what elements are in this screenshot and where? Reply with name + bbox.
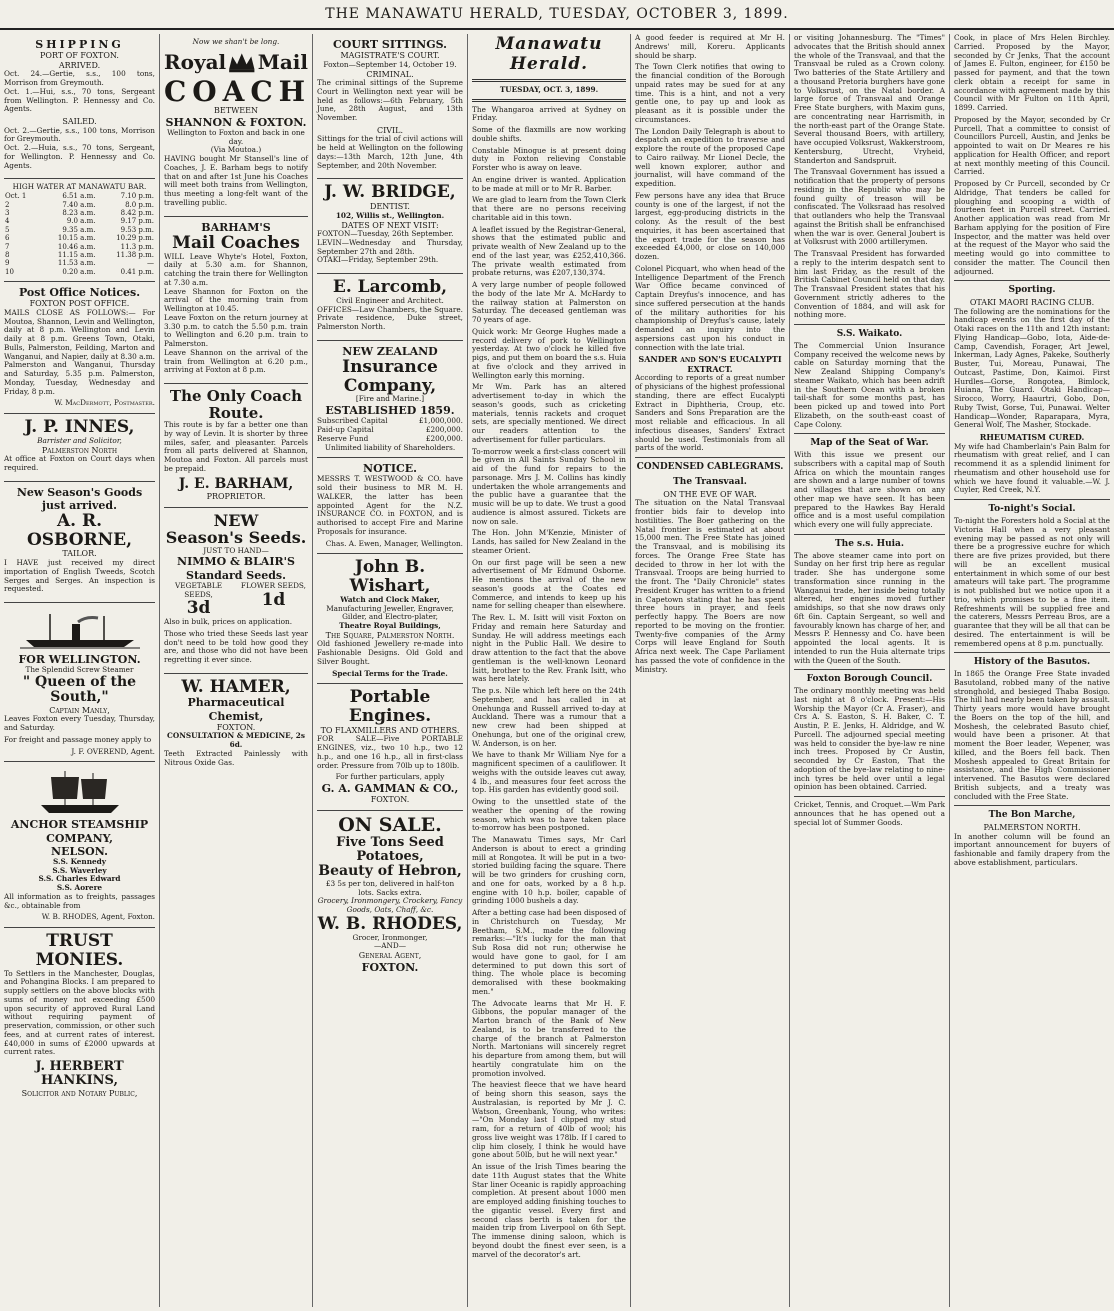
sale-role: Grocer, Ironmonger, [352,932,428,942]
royal-via: (Via Moutoa.) [210,145,262,155]
tide-cell: 6.51 a.m. [62,192,96,201]
seeds-ad [164,508,308,674]
news-item: The London Daily Telegraph is about to despatch an expedition to traverse and explore the route of the proposed Cape to Cairo railway. Mr Lionel Decle, the well known explorer, author and journalist, will have command of the expedition. [635,126,785,188]
seeds-std: Standard Seeds. [186,568,286,582]
column-5 [631,34,790,1307]
news-item: After a betting case had been disposed of in Christchurch on Tuesday, Mr Beetham, S.M., made the following remarks:—"It's lucky for the man that Sub Rosa did not run; otherwise he would have gone to gaol, for I am determined to put down this sort of thing. The whole place is becoming demoralised with these bookmaking men." [472,908,626,996]
wishart-extra: Old fashioned Jewellery re-made into Fashionable Designs. Old Gold and Silver Bought. [317,639,463,666]
sale-name: W. B. RHODES, [317,913,463,934]
news-item: We are glad to learn from the Town Clerk that there are no persons receiving charitable aid in this town. [472,195,626,222]
court-title: COURT SITTINGS. [333,38,447,51]
tide-row [4,268,155,276]
news-item: Colonel Picquart, who when head of the Intelligence Department of the French War Office became convinced of Captain Dreyfus's innocence, and has since suffered persecution at the hands of the military authorities for his championship of Dreyfus's cause, lately demanded an inquiry into the aspersions cast upon his conduct in connection with the late trial. [635,263,785,352]
news-item: A very large number of people followed the body of the late Mr A. McHardy to the railway station at Palmerston on Saturday. The deceased gentleman was 70 years of age. [472,280,626,325]
criminal-text: The criminal sittings of the Supreme Court in Wellington next year will be held as follows:—6th February, 5th June, 28th August, and 13th November. [317,78,463,123]
news-item: Some of the flaxmills are now working double shifts. [472,125,626,143]
tide-row [4,234,155,242]
column-6 [790,34,950,1307]
insurance-sub: [Fire and Marine.] [355,394,425,404]
tide-cell: 10 [5,267,14,276]
news-item: The Whangaroa arrived at Sydney on Friday. [472,104,626,123]
tide-cell: 3 [5,209,10,217]
tide-row [4,243,155,251]
news-item: On our first page will be seen a new advertisement of Mr Edmund Osborne. He mentions the arrival of the new season's goods at the Coates ed Commerce, and intends to keep up his name for selling cheaper than elsewhere. [472,557,626,611]
wishart-name: John B. Wishart, [349,557,431,597]
wishart-role: Watch and Clock Maker, [340,594,440,604]
insurance-value: £200,000. [425,425,463,435]
news-item: Proposed by Cr Purcell, seconded by Cr Aldridge, That tenders be called for ploughing and scooping a width of fourteen feet in Purcell street. Carried. Another application was read from Mr Barham applying for the position of Fire Inspector, and the matter was held over at the request of the Mayor who said the meeting would go into committee to consider the matter. The Council then adjourned. [954,179,1110,276]
tide-cell: 8.0 p.m. [125,200,154,209]
tide-cell: 9.53 p.m. [120,225,154,234]
osborne-name: A. R. OSBORNE, [26,511,133,550]
wellington-agent: J. F. OVEREND, Agent. [71,746,155,756]
tide-table-section [4,179,155,282]
bridge-visits: FOXTON—Tuesday, 26th September. LEVIN—Wednesday and Thursday, September 27th and 28th. OTAKI—Friday, September 29th. [317,229,463,265]
seeds-just: JUST TO HAND— [203,545,269,555]
tide-row [4,209,155,217]
barham-title: BARHAM'S [201,220,271,234]
column-4 [468,34,631,1307]
engines-ad [317,684,463,811]
tide-row [4,192,155,200]
tide-cell: 7.10 p.m. [120,192,154,201]
innes-role: Barrister and Solicitor, [37,435,122,445]
trust-body: To Settlers in the Manchester, Douglas, and Pohangina Blocks. I am prepared to supply settlers on the above blocks with sums of money not exceeding £500 upon security of approved Rural Land without requiring payment of preservation, commission, or other such fees, and at current rates of interest. £40,000 in sums of £2000 upwards at current rates. [4,968,155,1057]
news-item: Proposed by the Mayor, seconded by Cr Purcell, That a committee to consist of Councillors Purcell, Austin, and Jenks be appointed to wait on Dr Meares re his application for Health Officer, and report at next monthly meeting of this Council. Carried. [954,114,1110,177]
barham-body: WILL Leave Whyte's Hotel, Foxton, daily at 5.30 a.m. for Shannon, catching the train there for Wellington at 7.30 a.m. Leave Shannon for Foxton on the arrival of the morning train from Wellington at 10.45. Leave Foxton on the return journey at 3.30 p.m. to catch the 5.50 p.m. train to Wellington and 6.20 p.m. train to Palmerston. Leave Shannon on the arrival of the train from Wellington at 6.20 p.m., arriving at Foxton at 8 p.m. [164,251,308,375]
tide-cell: 7.40 a.m. [62,200,96,209]
tide-title: HIGH WATER AT MANAWATU BAR. [12,182,147,192]
post-signature: W. MacDermott, Postmaster. [54,398,155,408]
innes-place: Palmerston North [41,445,118,455]
wishart-building: Theatre Royal Buildings, [339,621,441,631]
osborne-trade: TAILOR. [62,549,97,559]
trust-title: TRUST MONIES. [35,931,124,970]
engines-place: FOXTON. [370,795,410,805]
insurance-key: Paid-up Capital [317,425,374,435]
news-item: Constable Minogue is at present doing duty in Foxton relieving Constable Forster who is away on leave. [472,145,626,173]
local-news [472,106,626,1260]
tide-cell: 7 [5,242,10,251]
news-item: The Advocate learns that Mr H. F. Gibbons, the popular manager of the Marton branch of the Bank of New Zealand, is to be transferred to the charge of the branch at Palmerston North. Martonians will sincerely regret his departure from among them, but will heartily congratulate him on the promotion involved. [472,998,626,1078]
larcomb-name: E. Larcomb, [332,277,448,298]
sale-goods: Grocery, Ironmongery, Crockery, Fancy Goods, Oats, Chaff, &c. [317,896,463,915]
insurance-key: Reserve Fund [317,433,369,443]
insurance-ad [317,341,463,459]
coach-route-ad [164,384,308,507]
tide-cell: 10.46 a.m. [57,242,96,251]
trust-name: J. HERBERT HANKINS, [35,1059,124,1089]
anchor-body: All information as to freights, passages &c., obtainable from [4,891,155,910]
tide-row [4,217,155,225]
trust-role: Solicitor and Notary Public, [21,1088,138,1098]
bridge-visit-heading: DATES OF NEXT VISIT: [341,220,439,230]
trust-monies-ad [4,928,155,1103]
court-sittings [317,34,463,179]
hamer-name: W. HAMER, [181,676,291,697]
waikato-text: The Commercial Union Insurance Company received the welcome news by cable on Saturday morning that the New Zealand Shipping Company's steamer Waikato, which has been adrift in the Southern Ocean with a broken tail-shaft for some months past, has been picked up and towed into Port Elizabeth, on the south-east coast of Cape Colony. [794,340,945,429]
barham-ad [164,217,308,384]
bon-marche-heading: The Bon Marche, [988,810,1076,821]
news-item: The p.s. Nile which left here on the 24th September, and has called in at Onehunga and Russell arrived to-day at Auckland. There was a rumour that a new crew had been shipped at Onehunga, but one of the original crew, W. Anderson, is on her. [472,686,626,748]
hamer-body: Teeth Extracted Painlessly with Nitrous Oxide Gas. [164,748,308,767]
veg-label: VEGETABLE SEEDS, [175,580,223,599]
wishart-addr: The Square, Palmerston North. [325,630,455,640]
insurance-value: £1,000,000. [418,416,463,426]
anchor-ships: S.S. Kennedy S.S. Waverley S.S. Charles Edward S.S. Aorere [38,856,121,893]
seeds-brand: NIMMO & BLAIR'S [177,555,295,569]
bridge-ad [317,179,463,274]
wellington-ad [4,603,155,762]
tide-cell: 9 [5,259,10,268]
osborne-ad [4,482,155,603]
post-title: Post Office Notices. [18,286,141,300]
transvaal-heading: The Transvaal. [673,476,747,487]
social-heading: To-night's Social. [988,504,1076,515]
bridge-addr: 102, Willis st., Wellington. [335,210,445,220]
seeds-sub: Season's Seeds. [165,528,307,548]
royal-route: SHANNON & FOXTON. [165,115,307,129]
tide-cell: 9.35 a.m. [62,225,96,234]
engines-name: G. A. GAMMAN & CO., [321,782,459,796]
engines-sub: TO FLAXMILLERS AND OTHERS. [320,725,460,735]
eve-of-war-heading: ON THE EVE OF WAR. [663,489,757,499]
insurance-key: Subscribed Capital [317,416,388,426]
tide-cell: 10.29 p.m. [116,234,154,243]
coach-route-name: J. E. BARHAM, [178,475,294,492]
wellington-head: FOR WELLINGTON. [18,653,141,667]
court-date: Foxton—September 14, October 19. [323,59,457,69]
tide-cell: 8.23 a.m. [62,209,96,217]
borough-heading: Foxton Borough Council. [806,674,933,685]
news-item: Quick work: Mr George Hughes made a record delivery of pork to Wellington yesterday. At two o'clock he killed five pigs, and put them on board the s.s. Huia at five o'clock and they arrived in Wellington early this morning. [472,326,626,380]
royal-between: BETWEEN [214,106,258,116]
tide-cell: 0.41 p.m. [120,267,154,276]
column-7 [950,34,1114,1307]
bon-marche-place: PALMERSTON NORTH. [983,823,1081,833]
tide-cell: Oct. 1 [5,192,27,201]
news-item: An issue of the Irish Times bearing the date 11th August states that the White Star liner Oceanic is rapidly approaching completion. At present about 1000 men are employed adding finishing touches to the gigantic vessel. Every first and second class berth is taken for the maiden trip from Liverpool on 6th Sept. The immense dining saloon, which is beyond doubt the finest ever seen, is a marvel of the decorator's art. [472,1162,626,1259]
osborne-body: I HAVE just received my direct importation of English Tweeds, Scotch Serges and Serges. An inspection is requested. [4,558,155,594]
anchor-company: ANCHOR STEAMSHIP COMPANY, [10,818,149,845]
shipping-sub: PORT OF FOXTON. [40,51,119,61]
news-item: Mr Wm. Park has an altered advertisement to-day in which the season's goods, such as cricketing materials, tennis rackets and croquet sets, are specially mentioned. We direct our readers attention to the advertisement for fuller particulars. [472,382,626,444]
tide-cell: 0.20 a.m. [62,267,96,276]
insurance-limited: Unlimited liability of Shareholders. [324,442,456,452]
larcomb-role: Civil Engineer and Architect. [336,295,444,305]
borough-text: The ordinary monthly meeting was held last night at 8 o'clock. Present:—His Worship the Mayor (Cr A. Fraser), and Crs A. S. Easton, S. H. Baker, C. T. Austin, P. E. Jenks, H. Aldridge, and W. Purcell. The adjourned special meeting was held to consider the bye-law re nine inch trees. Proposed by Cr Austin, seconded by Cr Easton, That the adoption of the bye-law relating to nine-inch tyres be held over until a legal opinion has been obtained. Carried. [794,686,945,792]
sailed-text: Oct. 2.—Gertie, s.s., 100 tons, Morrison for Greymouth. Oct. 2.—Huia, s.s., 70 tons, Sergeant, for Wellington. P. Hennessy and Co. Agents. [4,125,155,170]
sailed-heading: SAILED. [62,117,97,127]
sale-price: £3 5s per ton, delivered in half-ton lots. Sacks extra. [325,878,455,897]
wishart-special: Special Terms for the Trade. [332,668,448,678]
royal-sub: Wellington to Foxton and back in one day. [167,127,305,146]
anchor-ad [4,762,155,928]
news-item: To-morrow week a first-class concert will be given in All Saints Sunday School in aid of the fund for repairs to the parsonage. Mrs J. M. Collins has kindly undertaken the whole arrangements and the public have a guarantee that the music will be up to date. We trust a good audience is almost assured. Tickets are now on sale. [472,446,626,526]
sale-item: Five Tons Seed Potatoes, [336,834,444,865]
sanders-text: According to reports of a great number of physicians of the highest professional standing, there are effect Eucalypti Extract in Diphtheria, Croup, etc. Sanders and Sons Preparation are the most reliable and efficacious. In all infectious diseases, Sanders' Extract should be used. Testimonials from all parts of the world. [635,373,785,453]
seeds-body: Those who tried these Seeds last year don't need to be told how good they are, and those who did not have been regretting it ever since. [164,628,308,665]
crown-icon [226,47,258,77]
innes-ad [4,414,155,482]
hamer-ad [164,674,308,776]
hamer-fee: CONSULTATION & MEDICINE, 2s 6d. [167,731,305,750]
map-heading: Map of the Seat of War. [810,438,929,449]
barham-sub: Mail Coaches [172,232,300,253]
civil-text: Sittings for the trial of civil actions will be held at Wellington on the following days:—13th March, 12th June, 4th September, and 20th November. [317,134,463,170]
column-2 [160,34,313,1307]
hamer-role: Pharmaceutical Chemist, [187,696,285,723]
tide-cell: 10.15 a.m. [57,234,96,243]
sale-place: FOXTON. [361,960,419,974]
shipping-title: SHIPPING [35,38,124,51]
larcomb-body: OFFICES—Law Chambers, the Square. Private residence, Duke street, Palmerston North. [317,304,463,332]
tide-cell: 9.17 p.m. [120,217,154,226]
wellington-ship: " Queen of the South," [22,673,137,706]
tide-cell: 2 [5,200,10,209]
tide-cell: — [147,259,154,268]
engines-further: For further particulars, apply [335,772,445,782]
rheumatism-heading: RHEUMATISM CURED. [979,432,1085,443]
tide-cell: 11.15 a.m. [57,250,96,259]
news-item: A leaflet issued by the Registrar-General, shows that the estimated public and private wealth of New Zealand up to the end of the last year, was £252,410,366. The private wealth estimated from probate returns, was £207,130,374. [472,224,626,278]
news-item: The heaviest fleece that we have heard of being shorn this season, says the Australasian, is reported by Mr J. C. Watson, Greenbank, Young, who writes:—"On Monday last I clipped my stud ram, for a return of 40lb of wool; his gross live weight was 178lb. If I cared to clip him closely, I think he would have gone about 50lb, but he will next year." [472,1080,626,1160]
social-text: To-night the Foresters hold a Social at the Victoria Hall when a very pleasant evening may be passed as not only will there be a progressive euchre for which there are five prizes provided, but there will be an excellent musical entertainment in which some of our best amateurs will take part. The programme is not published but we notice upon it a trio, which promises to be a fine item. Refreshments will be supplied free and the caterers, Messrs Perreau Bros, are a guarantee that they will be all that can be desired. The entertainment is will be remembered opens at 8 p.m. punctually. [954,516,1110,648]
cables-text: The situation on the Natal Transvaal frontier bids fair to develop into hostilities. The Boer gathering on the Natal frontier is estimated at about 15,000 men. The Free State has joined the Transvaal, and is mobilising its forces. The Orange Free State has decided to throw in her lot with the Transvaal. Troops are being hurried to the front. The "Daily Chronicle" states President Kruger has written to a friend in Capetown stating that he has spent three hours in prayer, and feels perfectly happy. The Boers are now reported to be moving on the frontier. Twenty-five companies of the Army Corps will leave England for South Africa next week. The Cape Parliament has passed the vote of confidence in the Ministry. [635,498,785,674]
notice-signature: Chas. A. Ewen, Manager, Wellington. [325,538,463,548]
larcomb-ad [317,274,463,341]
notice-ad [317,458,463,554]
sale-agent: General Agent, [358,951,422,960]
innes-body: At office at Foxton on Court days when required. [4,454,155,472]
royal-word: Royal [164,49,227,74]
tide-cell: 9.0 a.m. [66,217,96,226]
sale-and: —AND— [373,941,407,951]
sale-beauty: Beauty of Hebron, [318,863,462,880]
anchor-city: NELSON. [51,844,108,858]
news-item: The Town Clerk notifies that owing to the financial condition of the Borough unpaid rates may be sued for at any time. This is a hint, and not a very gentle one, to pay up and look as pleasant as it is possible under the circumstances. [635,62,785,124]
column-3 [313,34,468,1307]
insurance-capital-list [317,417,463,443]
news-item: We have to thank Mr William Nye for a magnificent specimen of a cauliflower. It weighs with the outside leaves cut away, 4 lb., and measures four feet across the top. His garden has evidently good soil. [472,750,626,795]
news-item: Cook, in place of Mrs Helen Birchley. Carried. Proposed by the Mayor, seconded by Cr Jenks, That the account of James E. Fulton, engineer, for £150 be passed for payment, and that the town clerk obtain a receipt for same in accordance with agreement made by this Council with Mr Fulton on 11th April, 1899. Carried. [954,34,1110,112]
civil-heading: CIVIL. [376,125,404,135]
post-sub: FOXTON POST OFFICE. [29,299,130,309]
mail-word: Mail [257,49,308,74]
wishart-body: Manufacturing Jeweller, Engraver, Gilder, and Electro-plater, [326,603,454,622]
anchor-agent: W. B. RHODES, Agent, Foxton. [41,912,155,922]
criminal-heading: CRIMINAL. [366,69,414,79]
tide-cell: 11.38 p.m. [116,250,154,259]
news-item: Few persons have any idea that Bruce county is one of the largest, if not the largest, egg-producing districts in the colony. As the result of the best enquiries, it has been ascertained that the export trade for the season has exceeded £4,000, or close on 140,000 dozen. [635,190,785,261]
paper-date: TUESDAY, OCT. 3, 1899. [499,84,599,94]
royal-body: HAVING bought Mr Stansell's line of Coaches, J. E. Barham begs to notify that on and after 1st June his Coaches will meet both trains from Wellington, thus meeting a long-felt want of the travelling public. [164,154,308,207]
huia-text: The above steamer came into port on Sunday on her first trip here as regular trader. She has undergone some transformation since running in the Wanganui trade, her inside being totally altered, her engines moved further amidships, so that she now draws only 6ft 6in. Captain Sergeant, so well and favourably known has charge of her, and Messrs P. Hennessy and Co. have been appointed the local agents. It is intended to run the Huia alternate trips with the Queen of the South. [794,550,945,665]
notice-title: NOTICE. [363,462,417,476]
tide-row [4,201,155,209]
tide-cell: 11.3 p.m. [120,242,154,251]
wishart-ad [317,554,463,684]
waikato-heading: S.S. Waikato. [836,329,903,339]
news-item: or visiting Johannesburg. The "Times" advocates that the British should annex the whole of the Transvaal, and that the Transvaal be ruled as a Crown colony. Two batteries of the State Artillery and a thousand Pretoria burghers have gone to Volksrust, on the Natal border. A large force of Transvaal and Orange Free State burghers, with Maxim guns, are concentrating near Harrismith, in the north-east part of the Orange State. Several thousand Boers, with artillery, have occupied Volksrust, Wakkerstroom, Kentersburg, Utrecht, Vryheid, Standerton and Sandspruit. [794,34,945,165]
hamer-place: FOXTON. [216,722,256,732]
coach-route-title: The Only Coach Route. [169,387,303,422]
engines-title: Portable Engines. [348,687,432,727]
on-sale-ad [317,811,463,979]
map-text: With this issue we present our subscribers with a capital map of South Africa on which the mountain ranges are shown and a large number of towns and villages that are shown on any other map we have seen. It has been prepared to the Hawkes Bay Herald office and is a most useful compilation which every one will fully appreciate. [794,450,945,530]
tide-cell: 8.42 p.m. [120,209,154,217]
sporting-text: The following are the nominations for the handicap events on the first day of the Otaki races on the 11th and 12th instant: Flying Handicap—Gobo, Iota, Aide-de-Camp, Cavendish, Forager, Art Jewel, Inkerman, Lady Agnes, Pakeke, Southerly Buster, Tui, Moreau, Punawai, The Outcast, Pastime, Don, Kaimoi. First Hurdles—Gorse, Rongotea, Bimlock, Huiana, The Guard. Otaki Handicap—Sirocco, Worry, Haaurtri, Gobo, Don, Ruby Twist, Gorse, Tui, Punawai. Welter Handicap—Wonder, Raparapara, Myra, General Wolf, The Masher, Stockade. [954,306,1110,430]
royal-mail-ad [164,34,312,217]
royal-top: Now we shan't be long. [192,37,280,46]
tide-cell: 6 [5,234,10,243]
wellington-freight: For freight and passage money apply to [4,734,152,744]
tide-cell: 5 [5,225,10,234]
post-office-section [4,282,155,414]
rheumatism-text: My wife had Chamberlain's Pain Balm for rheumatism with great relief, and I can recommend it as a splendid liniment for rheumatism and other household use for which we have found it valuable.—W. J. Cuyler, Red Creek, N.Y. [954,441,1110,495]
osborne-head: New Season's Goods just arrived. [16,485,143,512]
huia-heading: The s.s. Huia. [834,538,905,549]
arrived-heading: ARRIVED. [58,60,101,70]
bridge-name: J. W. BRIDGE, [324,182,456,203]
seeds-bulk: Also in bulk, prices on application. [164,617,293,627]
notice-body: MESSRS T. WESTWOOD & CO. have sold their business to MR M. H. WALKER, the latter has been appointed Agent for the N.Z. INSURANCE CO. in FOXTON, and is authorised to accept Fire and Marine Proposals for insurance. [317,474,463,536]
basutos-heading: History of the Basutos. [973,657,1091,668]
insurance-value: £200,000. [425,433,463,443]
tide-cell: 8 [5,250,10,259]
paper-title: Manawatu Herald. [495,34,603,75]
sailing-ship-illustration [35,769,125,815]
tide-cell: 4 [5,217,10,226]
seeds-title: NEW [213,510,259,530]
croquet-text: Cricket, Tennis, and Croquet.—Wm Park announces that he has opened out a special lot of Summer Goods. [794,800,945,827]
steamer-illustration [20,610,140,650]
innes-name: J. P. INNES, [24,417,135,438]
tide-cell: 11.53 a.m. [57,259,96,268]
tide-table [4,192,155,276]
post-body: MAILS CLOSE AS FOLLOWS:— For Moutoa, Shannon, Levin and Wellington, daily at 8 p.m. Wellington and Levin daily at 8 p.m. Greens Town, Otaki, Bulls, Palmerston, Feilding, Marton and Wanganui, and Napier, daily at 8.30 a.m. Palmerston and Wanganui, Thursday and Saturday, 5.35 p.m. Palmerston, Monday, Tuesday, Wednesday and Friday, 8 p.m. [4,307,155,396]
masthead [0,0,1114,30]
news-item: The Transvaal President has forwarded a reply to the interim despatch sent to him last Friday, as the result of the British Cabinet Council held on that day. The Transvaal President states that his Government strictly adheres to the Convention of 1884, and will ask for nothing more. [794,249,945,320]
sporting-sub: OTAKI MAORI RACING CLUB. [969,298,1095,308]
insurance-est: ESTABLISHED 1859. [325,404,455,418]
court-sub: MAGISTRATE'S COURT. [340,51,440,61]
shipping-section [4,34,155,179]
coach-route-role: PROPRIETOR. [206,491,266,501]
news-item: The Rev. L. M. Isitt will visit Foxton on Friday and remain here Saturday and Sunday. He will address meetings each night in the Public Hall. We desire to draw attention to the fact that the above gentleman is the well-known Leonard Isitt, brother to the Rev. Frank Isitt, who was here lately. [472,613,626,684]
coach-route-body: This route is by far a better one than by way of Levin. It is shorter by three miles, safer, and pleasanter. Parcels from all parts delivered at Shannon, Moutoa and Foxton. All parcels must be prepaid. [164,420,308,473]
tide-row [4,226,155,234]
news-item: The Hon. John M'Kenzie, Minister of Lands, has sailed for New Zealand in the steamer Orient. [472,528,626,555]
masthead-title: THE MANAWATU HERALD, TUESDAY, OCTOBER 3, 1899. [325,6,789,22]
sale-title: ON SALE. [338,813,442,836]
news-item: The Manawatu Times says, Mr Carl Anderson is about to erect a grinding mill at Rongotea. It will be put in a two-storied building facing the square. There will be two grinders for crushing corn, and one for oats, worked by a 8 h.p. engine with 10 h.p. boiler, capable of grinding 1000 bushels a day. [472,835,626,906]
bridge-role: DENTIST. [370,202,410,212]
news-item: A good feeder is required at Mr H. Andrews' mill, Koreru. Applicants should be sharp. [635,34,785,60]
engines-body: FOR SALE—Five PORTABLE ENGINES, viz., two 10 h.p., two 12 h.p., and one 16 h.p., all in first-class order. Pressure from 70lb up to 180lb. [317,734,463,770]
news-item: Owing to the unsettled state of the weather the opening of the rowing season, which was to have taken place to-morrow has been postponed. [472,797,626,833]
sporting-heading: Sporting. [1008,285,1056,296]
seeds-prices [164,582,308,618]
news-item: An engine driver is wanted. Application to be made at mill or to Mr R. Barber. [472,174,626,193]
tide-row [4,251,155,259]
tide-row [4,259,155,267]
flower-price: 1d [261,589,286,610]
insurance-title: NEW ZEALAND [342,344,438,358]
column-1 [0,34,160,1307]
basutos-text: In 1865 the Orange Free State invaded Basutoland, robbed many of the native stronghold, and besieged Thaba Bosigo. The hill had nearly been taken by assault. Thirty years more would have brought the Boers on the top of the hill, and Moshesh, the celebrated Basuto chief, would have been a prisoner. At that moment the Boer leader, Wepener, was killed, and the Boers fell back. Then Moshesh appealed to Great Britain for assistance, and the High Commissioner intervened. The Basutos were declared British subjects, and a treaty was concluded with the Free State. [954,669,1110,801]
bon-marche-text: In another column will be found an important announcement for buyers of fashionable and family drapery from the above establishment, particulars. [954,831,1110,867]
veg-price: 3d [186,598,211,619]
coach-word: COACH [164,74,312,108]
cables-heading: CONDENSED CABLEGRAMS. [636,462,784,473]
sanders-heading: SANDER and SON'S EUCALYPTI EXTRACT. [638,354,782,374]
news-item: The Transvaal Government has issued a notification that the property of persons residing in the Republic who may be found guilty of treason will be confiscated. The Volksraad has resolved that outlanders who help the Transvaal against the British shall be enfranchised when the war is over. General Joubert is at Volksrust with 2000 artillerymen. [794,167,945,247]
arrived-text: Oct. 24.—Gertie, s.s., 100 tons, Morrison from Greymouth. Oct. 1.—Hui, s.s., 70 tons, Sergeant from Wellington. P. Hennessy and Co. Agents. [4,69,155,114]
insurance-name: Insurance Company, [342,356,438,396]
wellington-captain: Captain Manly, [49,705,110,715]
wellington-body: Leaves Foxton every Tuesday, Thursday, and Saturday. [4,714,155,733]
wellington-sub: The Splendid Screw Steamer [25,665,134,675]
flower-label: FLOWER SEEDS, [240,580,306,590]
